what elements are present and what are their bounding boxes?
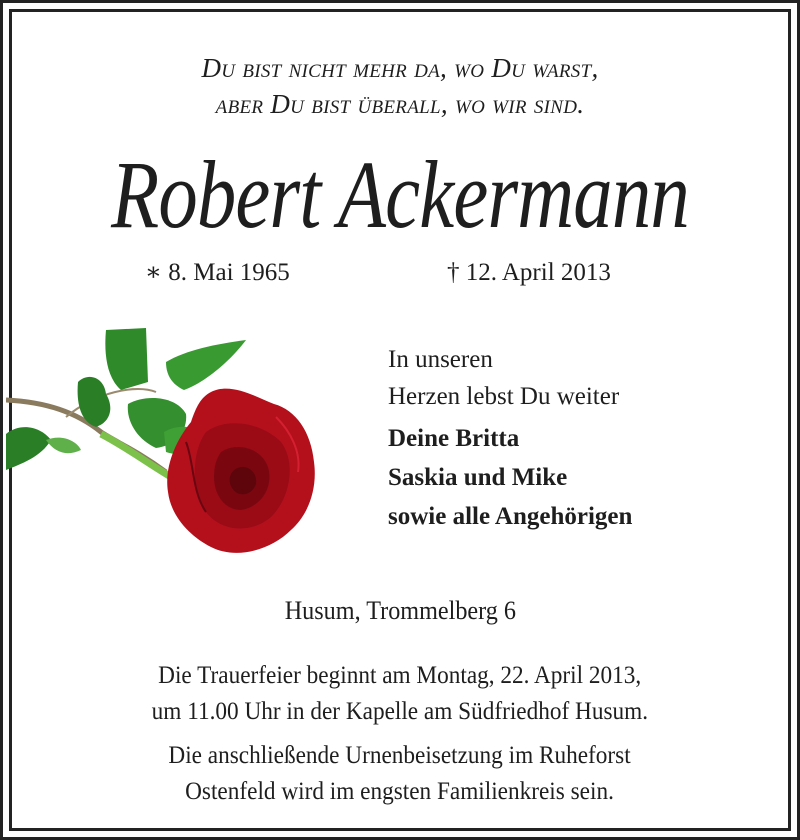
ceremony-info	[0, 658, 800, 730]
deceased-name: Robert Ackermann	[111, 141, 689, 248]
dedication-block	[388, 341, 632, 536]
burial-line-1: Die anschließende Urnenbeisetzung im Ruheforst	[168, 742, 632, 769]
death-cross-icon: †	[447, 259, 460, 286]
dedication-line-1: In unseren	[388, 346, 493, 373]
address-text: Husum, Trommelberg 6	[284, 596, 516, 625]
burial-line-2: Ostenfeld wird im engsten Familienkreis sein.	[185, 778, 615, 805]
mourner-2: Saskia und Mike	[388, 464, 568, 491]
birth-date	[145, 258, 290, 288]
quote-line-1: Du bist nicht mehr da, wo Du warst,	[201, 53, 599, 83]
memorial-quote	[0, 50, 800, 122]
mourner-3: sowie alle Angehörigen	[388, 503, 633, 530]
death-date	[447, 258, 611, 288]
ceremony-line-1: Die Trauerfeier beginnt am Montag, 22. April 2013,	[158, 662, 642, 689]
birth-star-icon: ∗	[145, 259, 162, 286]
ceremony-line-2: um 11.00 Uhr in der Kapelle am Südfriedhof Husum.	[151, 698, 649, 725]
quote-line-2: aber Du bist überall, wo wir sind.	[215, 89, 585, 119]
dedication-line-2: Herzen lebst Du weiter	[388, 383, 620, 410]
burial-info	[0, 738, 800, 810]
address	[0, 594, 800, 628]
mourner-1: Deine Britta	[388, 425, 520, 452]
death-date-text: 12. April 2013	[465, 259, 611, 286]
red-rose-icon	[6, 322, 326, 562]
birth-date-text: 8. Mai 1965	[168, 259, 290, 286]
